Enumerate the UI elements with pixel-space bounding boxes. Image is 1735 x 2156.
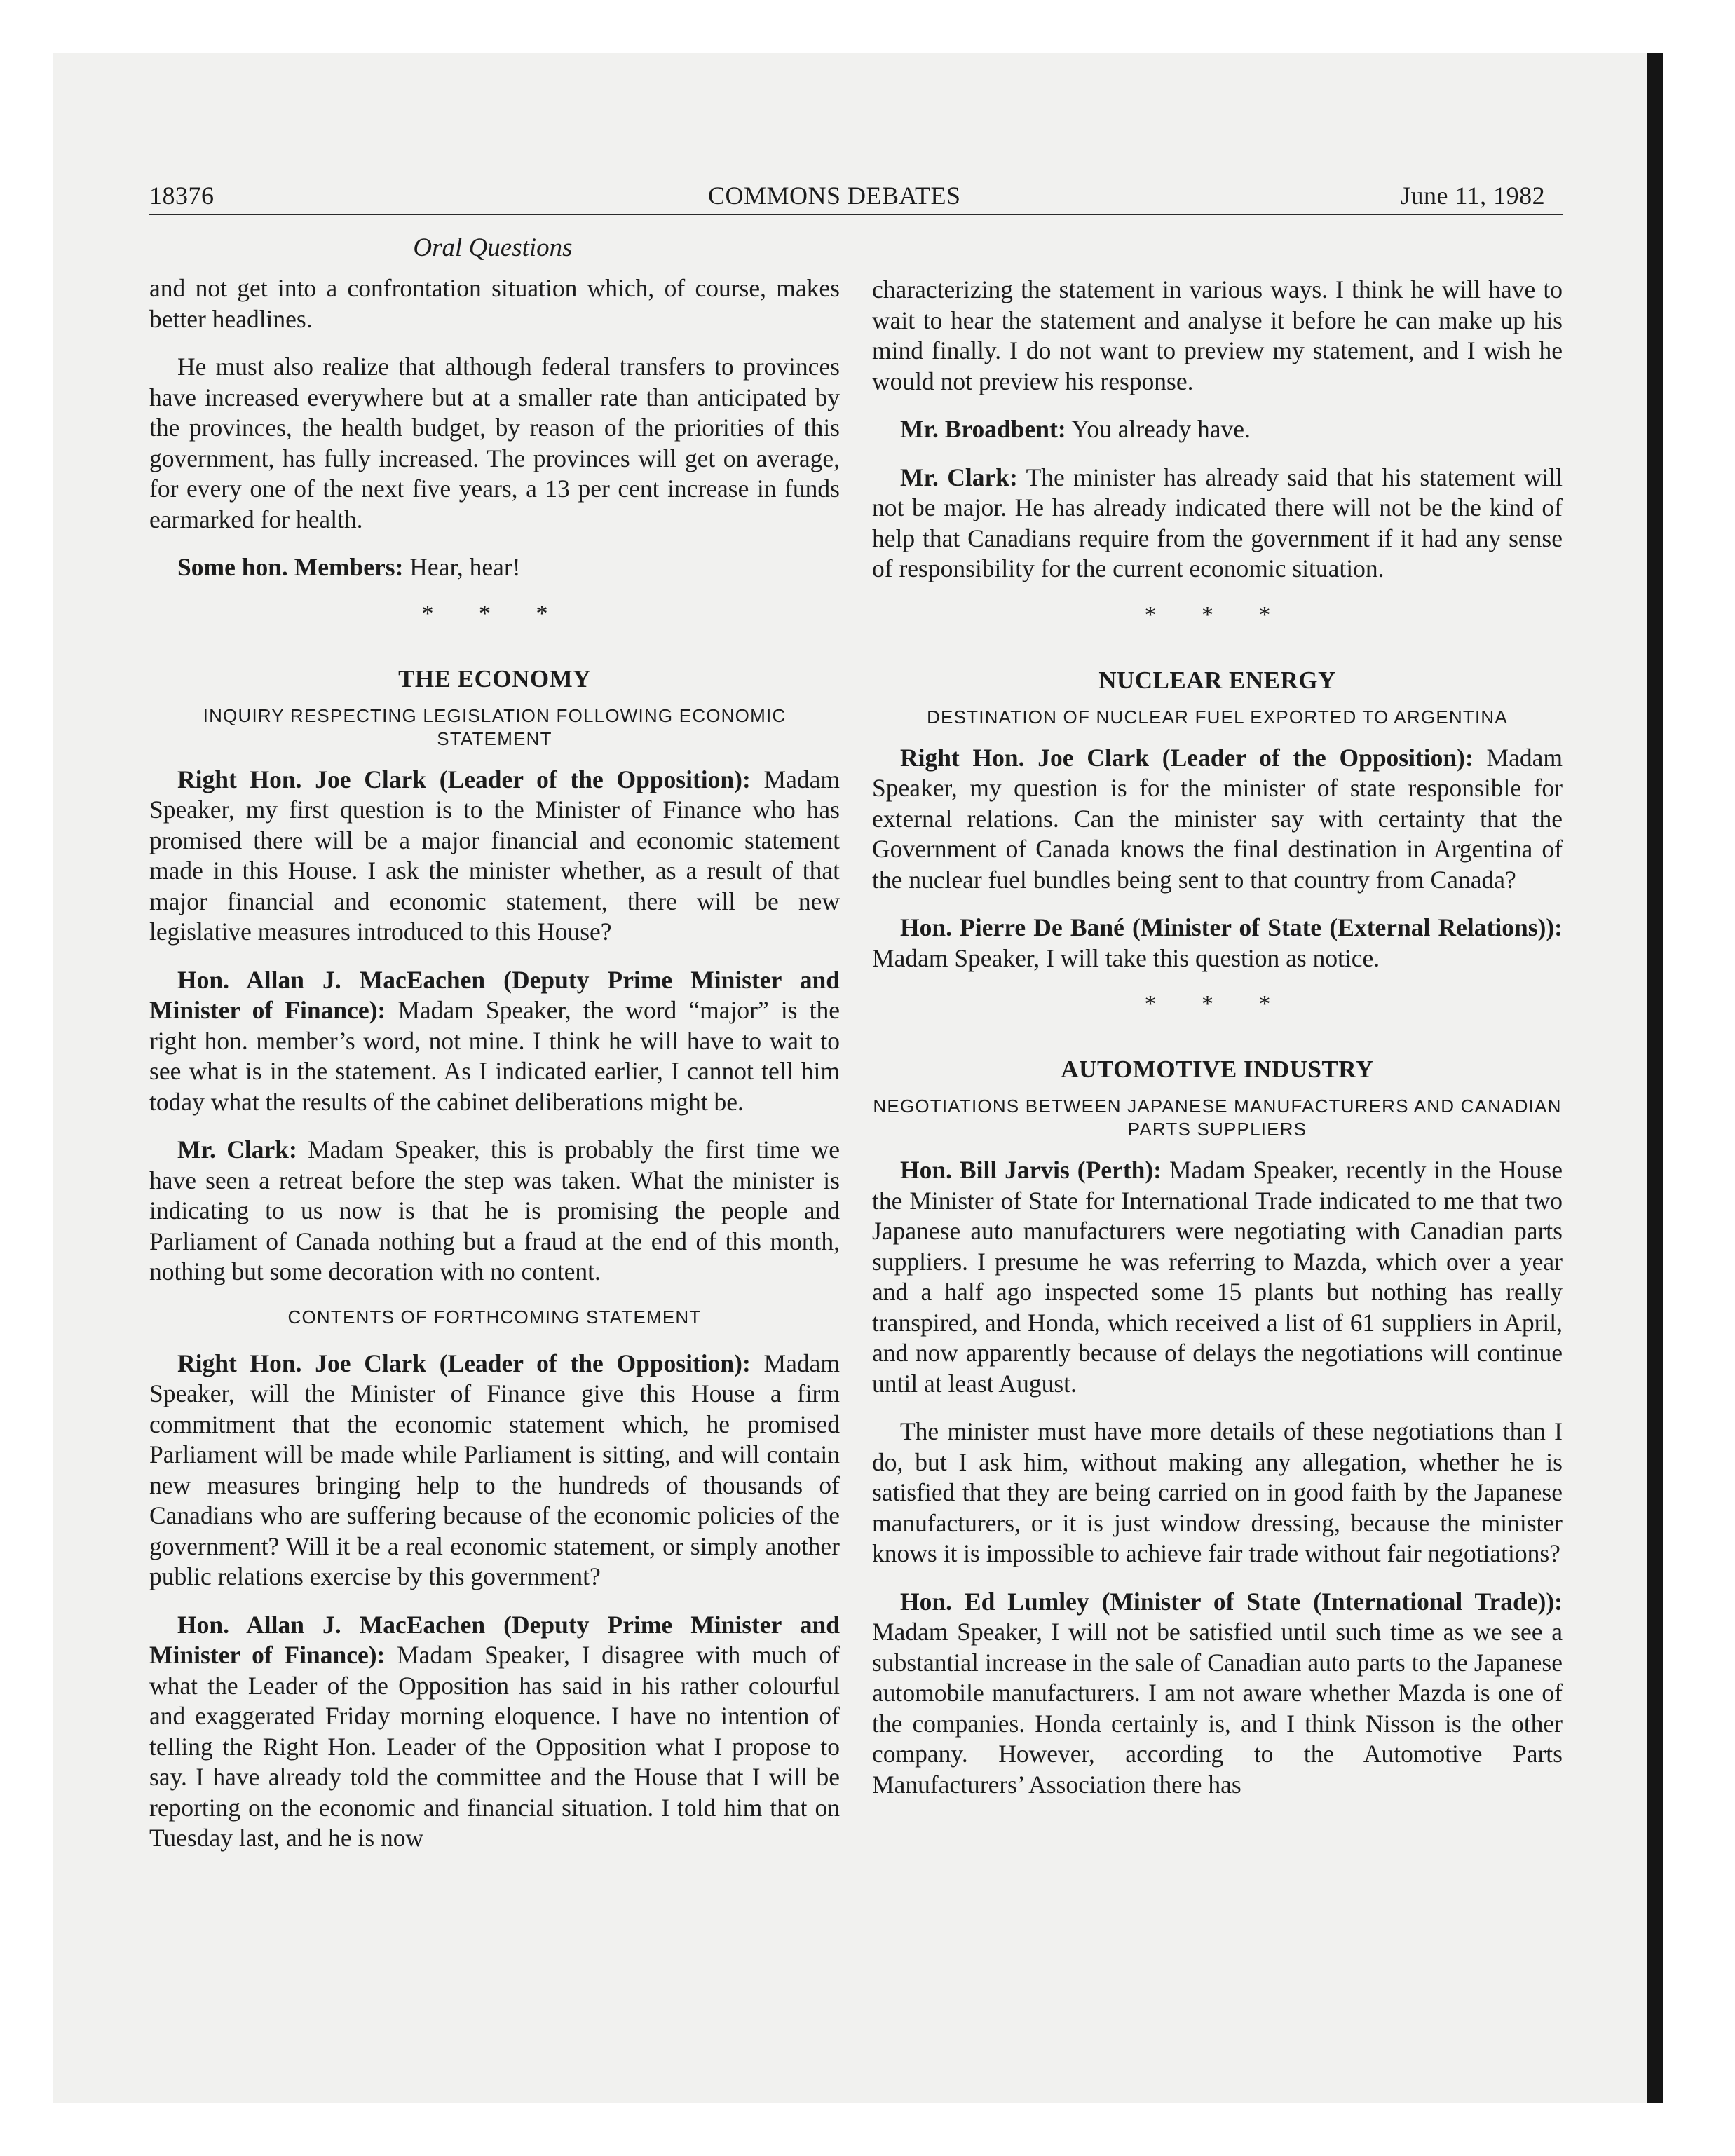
subsection-heading: CONTENTS OF FORTHCOMING STATEMENT: [287, 1306, 702, 1328]
speech-text: Madam Speaker, this is probably the first time we have seen a retreat before the step was taken. What the minister is indicating to us now is that he is promising the people and Parliament of Canada nothing but a fraud at the end of this month, nothing but some decoration with no content.: [149, 1135, 840, 1285]
speech-text: Hear, hear!: [403, 553, 521, 581]
speech-text: Madam Speaker, my question is for the minister of state responsible for external relations. Can the minister say with certainty that the Government of Canada knows the final destination in Argentina of the nuclear fuel bundles being sent to that country from Canada?: [872, 743, 1563, 894]
left-column: [149, 273, 840, 1871]
page-number: 18376: [149, 182, 215, 210]
speaker: Mr. Clark:: [900, 463, 1018, 491]
speech: [872, 913, 1563, 974]
speech: [872, 1587, 1563, 1801]
subsection-heading: NEGOTIATIONS BETWEEN JAPANESE MANUFACTURERS AND CANADIAN PARTS SUPPLIERS: [873, 1096, 1562, 1140]
speaker: Right Hon. Joe Clark (Leader of the Opposition):: [177, 1349, 751, 1377]
paragraph: He must also realize that although federal transfers to provinces have increased everywhere but at a smaller rate than anticipated by the provinces, the health budget, by reason of the priorities of this government, has fully increased. The provinces will get on average, for every one of the next five years, a 13 per cent increase in funds earmarked for health.: [149, 353, 840, 533]
speech-text: Madam Speaker, will the Minister of Finance give this House a firm commitment that the economic statement which, he promised Parliament will be made while Parliament is sitting, and will contain new measures bringing help to the hundreds of thousands of Canadians who are suffering because of the economic policies of the government? Will it be a real economic statement, or simply another public relations exercise by this government?: [149, 1349, 840, 1590]
speech-text: Madam Speaker, I disagree with much of what the Leader of the Opposition has said in his rather colourful and exaggerated Friday morning eloquence. I have no intention of telling the Right Hon. Leader of the Opposition what I propose to say. I have already told the committee and the House that I will be reporting on the economic and financial situation. I told him that on Tuesday last, and he is now: [149, 1641, 840, 1852]
speech: [149, 965, 840, 1118]
speech-text: You already have.: [1066, 415, 1251, 443]
speaker: Hon. Ed Lumley (Minister of State (International Trade)):: [900, 1587, 1563, 1616]
section-heading: THE ECONOMY: [398, 664, 591, 692]
subsection-heading: DESTINATION OF NUCLEAR FUEL EXPORTED TO ARGENTINA: [927, 706, 1508, 728]
speaker: Right Hon. Joe Clark (Leader of the Opposition):: [900, 743, 1474, 772]
speaker: Hon. Bill Jarvis (Perth):: [900, 1156, 1162, 1184]
speaker: Hon. Allan J. MacEachen (Deputy Prime Minister and Minister of Finance):: [149, 1610, 840, 1669]
header-rule: [149, 214, 1563, 215]
paragraph: The minister must have more details of these negotiations than I do, but I ask him, without making any allegation, whether he is satisfied that they are being carried on in good faith by the Japanese manufacturers, or it is just window dressing, because the minister knows it is impossible to achieve fair trade without fair negotiations?: [872, 1417, 1563, 1567]
section-separator: * * *: [421, 600, 568, 627]
paragraph: and not get into a confrontation situation which, of course, makes better headlines.: [149, 274, 840, 333]
right-column: [872, 275, 1563, 1817]
section-heading: AUTOMOTIVE INDUSTRY: [1061, 1056, 1374, 1083]
speech: [149, 1610, 840, 1854]
speech-text: The minister has already said that his statement will not be major. He has already indicated there will not be the kind of help that Canadians require from the government if it had any sense of responsibility for the current economic situation.: [872, 463, 1563, 582]
speech: [872, 743, 1563, 896]
speech: [872, 1155, 1563, 1399]
speech-text: Madam Speaker, the word “major” is the right hon. member’s word, not mine. I think he will have to wait to see what is in the statement. As I indicated earlier, I cannot tell him today what the results of the cabinet deliberations might be.: [149, 996, 840, 1116]
speaker: Mr. Clark:: [177, 1135, 297, 1164]
speech: [872, 414, 1563, 445]
scan-edge-shadow: [1647, 53, 1663, 2103]
speech: [149, 1349, 840, 1592]
paragraph: characterizing the statement in various ways. I think he will have to wait to hear the statement and analyse it before he can make up his mind finally. I do not want to preview my statement, and I wish he would not preview his response.: [872, 275, 1563, 395]
speaker: Hon. Allan J. MacEachen (Deputy Prime Minister and Minister of Finance):: [149, 965, 840, 1024]
speech: [149, 1135, 840, 1288]
speech: [872, 463, 1563, 585]
section-separator: * * *: [1144, 991, 1291, 1017]
speech: [149, 552, 840, 583]
speaker: Hon. Pierre De Bané (Minister of State (External Relations)):: [900, 913, 1563, 941]
speaker: Some hon. Members:: [177, 553, 404, 581]
speech-text: Madam Speaker, recently in the House the Minister of State for International Trade indicated to me that two Japanese auto manufacturers were negotiating with Canadian parts suppliers. I presume he was referring to Mazda, which over a year and a half ago inspected some 15 plants but nothing has really transpired, and Honda, which received a list of 61 suppliers in April, and now apparently because of delays the negotiations will continue until at least August.: [872, 1156, 1563, 1398]
speaker: Mr. Broadbent:: [900, 415, 1066, 443]
publication-title: COMMONS DEBATES: [708, 182, 961, 210]
speech-text: Madam Speaker, my first question is to the Minister of Finance who has promised there will be a major financial and economic statement made in this House. I ask the minister whether, as a result of that major financial and economic statement, there will be new legislative measures introduced to this House?: [149, 765, 840, 946]
running-head: Oral Questions: [413, 233, 573, 262]
section-heading: NUCLEAR ENERGY: [1098, 666, 1336, 694]
speaker: Right Hon. Joe Clark (Leader of the Opposition):: [177, 765, 751, 793]
speech-text: Madam Speaker, I will take this question as notice.: [872, 943, 1380, 972]
publication-date: June 11, 1982: [1401, 182, 1546, 210]
section-separator: * * *: [1144, 601, 1291, 628]
speech: [149, 765, 840, 948]
subsection-heading: INQUIRY RESPECTING LEGISLATION FOLLOWING ECONOMIC STATEMENT: [203, 704, 787, 749]
speech-text: Madam Speaker, I will not be satisfied until such time as we see a substantial increase in the sale of Canadian auto parts to the Japanese automobile manufacturers. I am not aware whether Mazda is one of the companies. Honda certainly is, and I think Nisson is the other company. However, according to the Automotive Parts Manufacturers’ Association there has: [872, 1618, 1563, 1799]
